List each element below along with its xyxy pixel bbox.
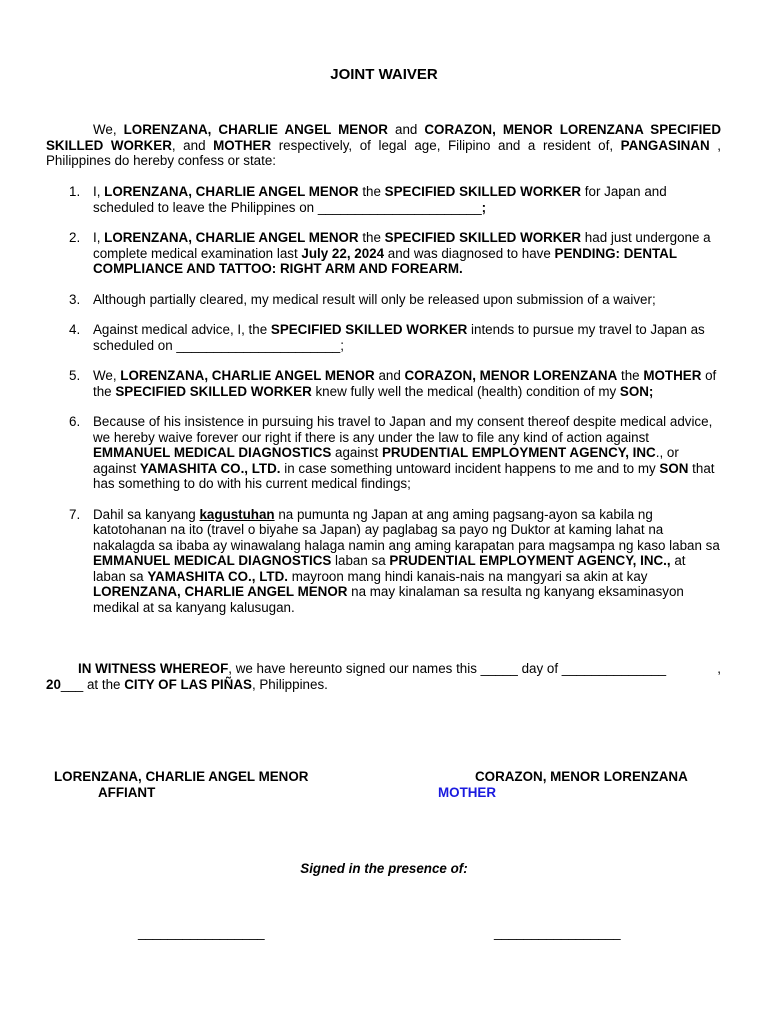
item-bold-underlined: kagustuhan xyxy=(199,506,275,522)
item-text: of the xyxy=(93,368,717,399)
mother-name: CORAZON, MENOR LORENZANA xyxy=(475,769,688,784)
intro-text: respectively, of legal age, Filipino and a resident of, xyxy=(271,137,621,153)
item-bold: YAMASHITA CO., LTD. xyxy=(147,568,288,584)
statement-item xyxy=(46,230,721,277)
intro-bold: PANGASINAN xyxy=(620,137,710,153)
item-bold: ; xyxy=(481,199,487,215)
item-text: for Japan and scheduled to leave the Philippines on ______________________ xyxy=(93,184,667,215)
affiant-name: LORENZANA, CHARLIE ANGEL MENOR xyxy=(54,769,309,784)
intro-text: , and xyxy=(171,137,214,153)
witness-text-part: , we have hereunto signed our names this _____ day of ______________ xyxy=(228,661,667,676)
item-text: We, xyxy=(93,368,121,383)
item-text: knew fully well the medical (health) condition of my xyxy=(311,383,620,399)
item-text: the xyxy=(358,184,385,199)
item-text: the xyxy=(617,368,644,383)
witness-line xyxy=(46,661,721,677)
statement-item xyxy=(46,368,721,399)
intro-bold: CORAZON, MENOR LORENZANA SPECIFIED SKILLED WORKER xyxy=(46,122,721,153)
item-text: mayroon mang hindi kanais-nais na mangyari sa akin at kay xyxy=(287,568,648,584)
item-bold: July 22, 2024 xyxy=(301,245,385,261)
item-bold: SPECIFIED SKILLED WORKER xyxy=(270,322,468,337)
item-number: 3. xyxy=(69,291,81,307)
signed-in-presence-label: Signed in the presence of: xyxy=(300,861,468,876)
item-bold: LORENZANA, CHARLIE ANGEL MENOR xyxy=(120,368,375,383)
item-number: 7. xyxy=(69,506,81,522)
item-bold: CORAZON, MENOR LORENZANA xyxy=(404,368,618,383)
intro-text: We, xyxy=(93,122,124,137)
statement-item xyxy=(46,184,721,215)
item-number: 4. xyxy=(69,322,81,337)
witness-bold: CITY OF LAS PIÑAS xyxy=(124,677,252,692)
item-number: 1. xyxy=(69,184,81,199)
statement-item xyxy=(46,507,721,616)
item-bold: SON; xyxy=(619,383,654,399)
item-number: 2. xyxy=(69,230,81,245)
mother-role: MOTHER xyxy=(438,785,497,800)
item-bold: SPECIFIED SKILLED WORKER xyxy=(384,230,582,245)
item-text: na may kinalaman sa resulta ng kanyang eksaminasyon medikal at sa kanyang kalusugan. xyxy=(93,584,684,615)
item-text: I, xyxy=(93,184,105,199)
witness-signature-line: _________________ xyxy=(494,925,621,940)
item-text: na pumunta ng Japan at ang aming pagsang-ayon sa kabila ng katotohanan na ito (travel o biyahe sa Japan) ay paglabag sa payo ng Duktor at kaming lahat na nakalagda sa ibaba ay winawalang halaga namin ang aming karapatan para magsampa ng kaso laban sa xyxy=(93,506,720,553)
item-text: in case something untoward incident happens to me and to my xyxy=(280,460,660,476)
item-bold: LORENZANA, CHARLIE ANGEL MENOR xyxy=(93,584,348,599)
item-text: laban sa xyxy=(331,553,390,568)
item-number: 5. xyxy=(69,368,81,383)
witness-line xyxy=(46,677,721,693)
item-bold: SPECIFIED SKILLED WORKER xyxy=(384,184,582,199)
item-text: at laban sa xyxy=(93,553,686,584)
witness-clause xyxy=(46,661,721,693)
item-text: and xyxy=(374,368,405,383)
item-bold: SPECIFIED SKILLED WORKER xyxy=(115,383,312,399)
statement-item xyxy=(46,414,721,492)
item-number: 6. xyxy=(69,414,81,429)
intro-text: , Philippines do hereby confess or state: xyxy=(46,137,721,168)
item-bold: PRUDENTIAL EMPLOYMENT AGENCY, INC xyxy=(381,445,656,460)
intro-text: and xyxy=(387,122,425,137)
statement-item xyxy=(46,322,721,353)
item-text: and was diagnosed to have xyxy=(384,245,555,261)
witness-signature-line: _________________ xyxy=(138,925,265,940)
item-text: against xyxy=(331,445,382,460)
item-bold: SON xyxy=(659,460,689,476)
document-title: JOINT WAIVER xyxy=(330,66,438,83)
item-text: intends to pursue my travel to Japan as scheduled on ______________________; xyxy=(93,322,705,353)
item-bold: EMMANUEL MEDICAL DIAGNOSTICS xyxy=(93,445,332,460)
item-text: that has something to do with his current medical findings; xyxy=(93,460,715,491)
item-bold: LORENZANA, CHARLIE ANGEL MENOR xyxy=(104,230,359,245)
item-text: I, xyxy=(93,230,105,245)
statement-item xyxy=(46,292,721,308)
item-bold: LORENZANA, CHARLIE ANGEL MENOR xyxy=(104,184,359,199)
item-text: Dahil sa kanyang xyxy=(93,506,200,522)
item-bold: EMMANUEL MEDICAL DIAGNOSTICS xyxy=(93,553,332,568)
item-bold: PRUDENTIAL EMPLOYMENT AGENCY, INC., xyxy=(389,553,671,568)
item-text: Because of his insistence in pursuing his travel to Japan and my consent thereof despite medical advice, we hereby waive forever our right if there is any under the law to file any kind of action against xyxy=(93,414,713,445)
intro-paragraph xyxy=(46,122,721,169)
item-text: the xyxy=(358,230,385,245)
item-text: ., or against xyxy=(93,445,679,476)
witness-text-part: , Philippines. xyxy=(251,677,328,692)
affiant-role: AFFIANT xyxy=(98,785,156,800)
item-bold: MOTHER xyxy=(643,368,702,383)
intro-bold: LORENZANA, CHARLIE ANGEL MENOR xyxy=(123,122,388,137)
item-bold: PENDING: DENTAL COMPLIANCE AND TATTOO: RIGHT ARM AND FOREARM. xyxy=(93,245,677,276)
statement-list xyxy=(46,184,721,630)
intro-bold: MOTHER xyxy=(213,137,272,153)
witness-text xyxy=(78,661,666,677)
witness-bold: 20 xyxy=(46,677,61,692)
item-text: Although partially cleared, my medical result will only be released upon submission of a waiver; xyxy=(93,291,656,307)
witness-comma: , xyxy=(717,661,721,676)
witness-text-part: ___ at the xyxy=(60,677,125,692)
item-text: Against medical advice, I, the xyxy=(93,322,271,337)
witness-bold: IN WITNESS WHEREOF xyxy=(78,661,229,676)
item-text: had just undergone a complete medical examination last xyxy=(93,230,711,261)
item-bold: YAMASHITA CO., LTD. xyxy=(139,460,281,476)
